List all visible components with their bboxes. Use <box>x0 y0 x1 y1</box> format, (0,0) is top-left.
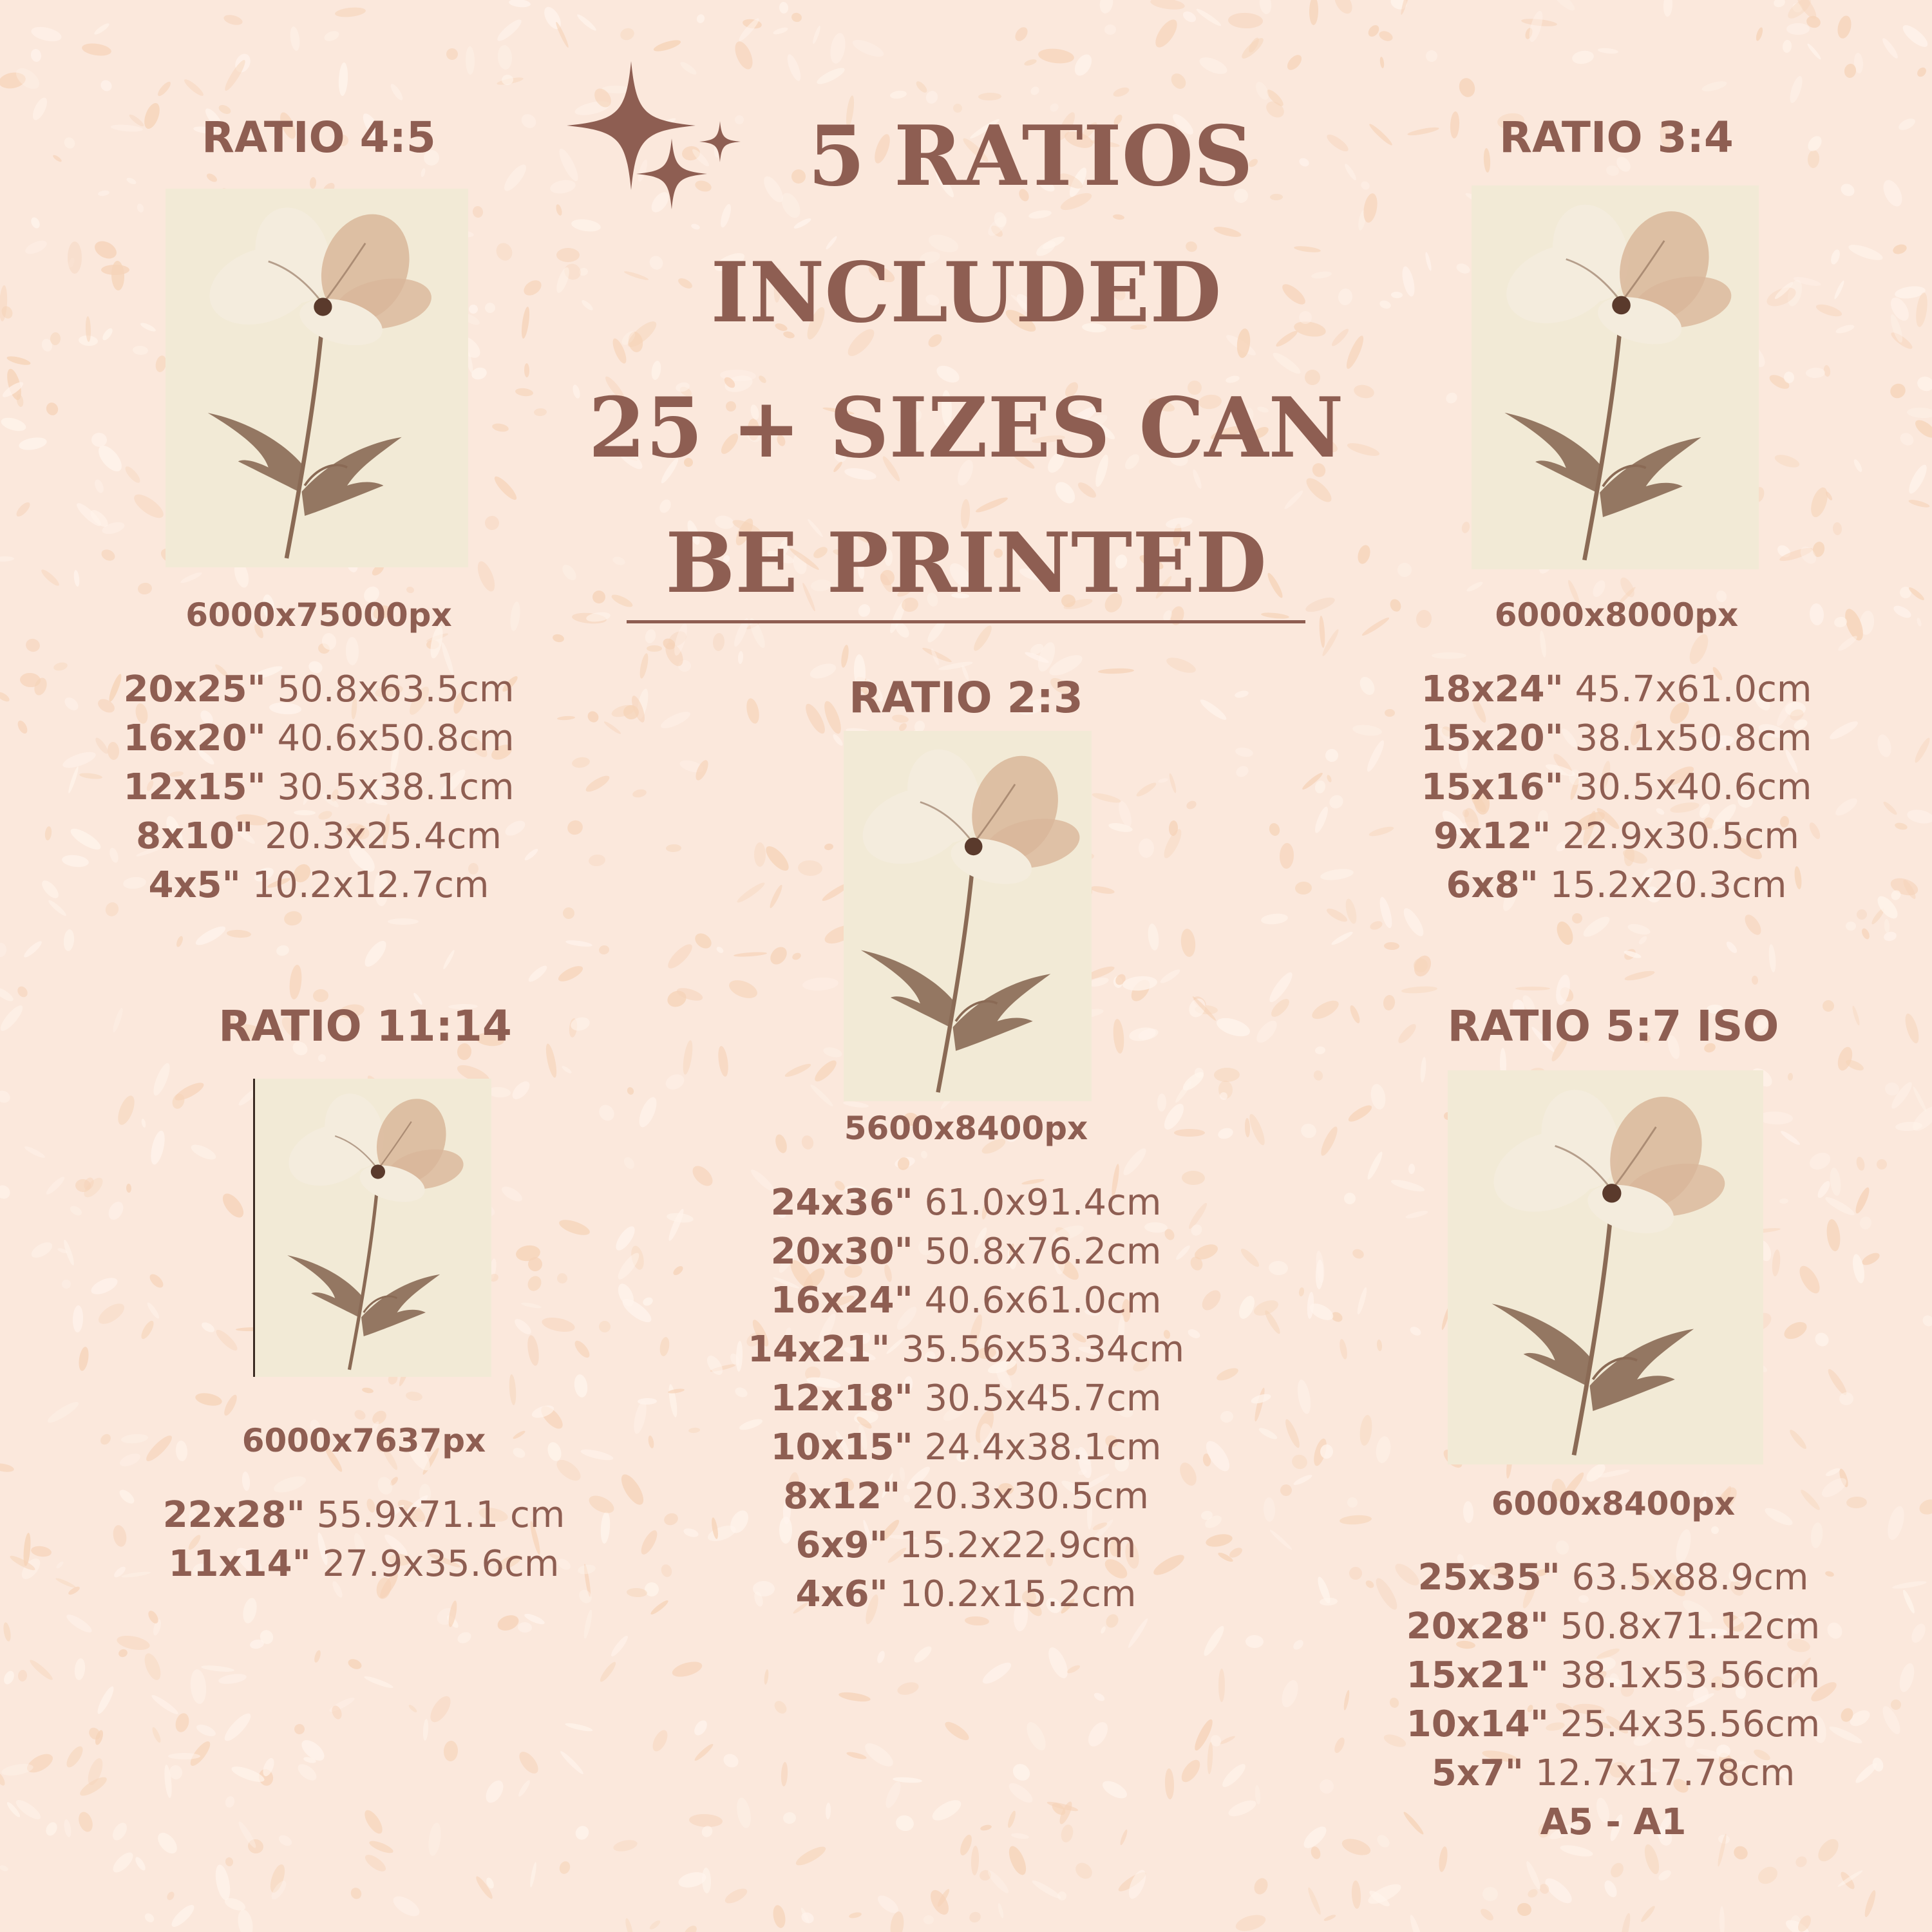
size-centimeters: 15.2x22.9cm <box>887 1524 1137 1566</box>
size-inches: 20x30" <box>770 1231 913 1273</box>
size-row <box>1372 1700 1855 1749</box>
size-centimeters: 30.5x45.7cm <box>913 1378 1162 1419</box>
ratio-11-14-poster <box>253 1079 491 1377</box>
headline-line-2: INCLUDED <box>710 245 1222 341</box>
size-row <box>1372 1651 1855 1700</box>
size-row <box>1375 861 1858 910</box>
ratio-4-5-poster <box>166 189 468 567</box>
ratio-2-3-title: RATIO 2:3 <box>849 673 1083 723</box>
size-inches: 10x14" <box>1406 1703 1549 1745</box>
size-inches: 5x7" <box>1431 1752 1524 1794</box>
size-inches: 10x15" <box>770 1426 913 1468</box>
flower-illustration <box>166 189 468 567</box>
size-inches: 14x21" <box>747 1329 891 1370</box>
size-centimeters: 40.6x61.0cm <box>913 1280 1162 1321</box>
size-row <box>708 1276 1224 1325</box>
ratio-11-14-size-list <box>122 1491 605 1589</box>
ratio-2-3-poster <box>844 731 1092 1101</box>
size-centimeters: 50.8x76.2cm <box>913 1231 1162 1273</box>
size-centimeters: 10.2x15.2cm <box>887 1573 1137 1615</box>
size-inches: 20x28" <box>1406 1605 1549 1647</box>
size-centimeters: 15.2x20.3cm <box>1538 864 1787 906</box>
size-centimeters: 24.4x38.1cm <box>913 1426 1162 1468</box>
ratio-5-7-pixels: 6000x8400px <box>1491 1485 1736 1522</box>
flower-illustration <box>1472 185 1759 569</box>
size-centimeters: 61.0x91.4cm <box>913 1182 1162 1224</box>
size-inches: 15x21" <box>1406 1654 1549 1696</box>
flower-illustration <box>844 731 1092 1101</box>
size-row <box>77 665 560 714</box>
size-row <box>1372 1602 1855 1651</box>
size-centimeters: 30.5x38.1cm <box>265 766 515 808</box>
ratio-3-4-title: RATIO 3:4 <box>1499 113 1734 162</box>
size-centimeters: 25.4x35.56cm <box>1548 1703 1821 1745</box>
size-centimeters: 50.8x71.12cm <box>1548 1605 1821 1647</box>
size-row <box>708 1472 1224 1521</box>
size-inches: 22x28" <box>162 1494 305 1536</box>
size-inches: 8x10" <box>136 815 254 857</box>
ratio-3-4-poster <box>1472 185 1759 569</box>
size-row <box>77 812 560 861</box>
ratio-5-7-poster <box>1448 1070 1763 1464</box>
size-row <box>1375 665 1858 714</box>
ratio-11-14-pixels: 6000x7637px <box>242 1422 486 1459</box>
ratio-2-3-pixels: 5600x8400px <box>844 1110 1088 1147</box>
size-inches: 15x16" <box>1421 766 1564 808</box>
ratio-4-5-pixels: 6000x75000px <box>185 596 452 634</box>
size-centimeters: 45.7x61.0cm <box>1563 668 1812 710</box>
size-inches: 4x5" <box>148 864 241 906</box>
size-row <box>1375 763 1858 812</box>
size-row <box>122 1540 605 1589</box>
ratio-4-5-title: RATIO 4:5 <box>202 113 436 162</box>
size-inches: 12x15" <box>123 766 266 808</box>
size-centimeters: 38.1x50.8cm <box>1563 717 1812 759</box>
size-row <box>1375 812 1858 861</box>
ratio-3-4-size-list <box>1375 665 1858 910</box>
size-centimeters: 40.6x50.8cm <box>265 717 515 759</box>
size-centimeters: 12.7x17.78cm <box>1523 1752 1795 1794</box>
ratio-3-4-pixels: 6000x8000px <box>1494 596 1739 634</box>
size-inches: 4x6" <box>795 1573 888 1615</box>
ratio-5-7-extra-label: A5 - A1 <box>1540 1801 1687 1843</box>
size-row <box>1372 1749 1855 1798</box>
size-inches: 15x20" <box>1421 717 1564 759</box>
size-inches: 16x24" <box>770 1280 913 1321</box>
size-row <box>708 1521 1224 1570</box>
size-row <box>708 1227 1224 1276</box>
size-centimeters: 30.5x40.6cm <box>1563 766 1812 808</box>
size-inches: 11x14" <box>168 1543 311 1585</box>
size-row <box>708 1570 1224 1619</box>
size-inches: 20x25" <box>123 668 266 710</box>
size-centimeters: 55.9x71.1 cm <box>305 1494 565 1536</box>
flower-illustration <box>1448 1070 1763 1464</box>
size-inches: 9x12" <box>1434 815 1551 857</box>
headline-line-4: BE PRINTED <box>665 515 1267 612</box>
size-row <box>122 1491 605 1540</box>
size-centimeters: 27.9x35.6cm <box>310 1543 560 1585</box>
size-row <box>708 1325 1224 1374</box>
size-inches: 6x8" <box>1446 864 1539 906</box>
size-row <box>708 1179 1224 1227</box>
size-inches: 8x12" <box>783 1475 901 1517</box>
size-centimeters: 35.56x53.34cm <box>890 1329 1185 1370</box>
ratio-2-3-size-list <box>708 1179 1224 1619</box>
size-inches: 18x24" <box>1421 668 1564 710</box>
size-row <box>708 1374 1224 1423</box>
size-centimeters: 63.5x88.9cm <box>1560 1557 1809 1598</box>
ratio-4-5-size-list <box>77 665 560 910</box>
size-centimeters: 20.3x30.5cm <box>900 1475 1149 1517</box>
size-centimeters: 22.9x30.5cm <box>1551 815 1799 857</box>
ratio-11-14-title: RATIO 11:14 <box>218 1001 512 1051</box>
headline-line-3: 25 + SIZES CAN <box>588 380 1344 477</box>
size-inches: 16x20" <box>123 717 266 759</box>
size-centimeters: 10.2x12.7cm <box>240 864 489 906</box>
ratio-5-7-title: RATIO 5:7 ISO <box>1447 1001 1779 1051</box>
size-centimeters: 50.8x63.5cm <box>265 668 515 710</box>
ratio-5-7-size-list <box>1372 1553 1855 1798</box>
headline-divider <box>627 620 1305 623</box>
headline-line-1: 5 RATIOS <box>808 108 1253 205</box>
size-row <box>77 861 560 910</box>
size-row <box>77 763 560 812</box>
size-inches: 12x18" <box>770 1378 913 1419</box>
size-centimeters: 38.1x53.56cm <box>1548 1654 1821 1696</box>
size-inches: 6x9" <box>795 1524 888 1566</box>
size-row <box>708 1423 1224 1472</box>
size-row <box>77 714 560 763</box>
flower-illustration <box>255 1079 491 1377</box>
size-inches: 24x36" <box>770 1182 913 1224</box>
size-centimeters: 20.3x25.4cm <box>253 815 502 857</box>
size-row <box>1372 1553 1855 1602</box>
size-row <box>1375 714 1858 763</box>
size-inches: 25x35" <box>1417 1557 1560 1598</box>
